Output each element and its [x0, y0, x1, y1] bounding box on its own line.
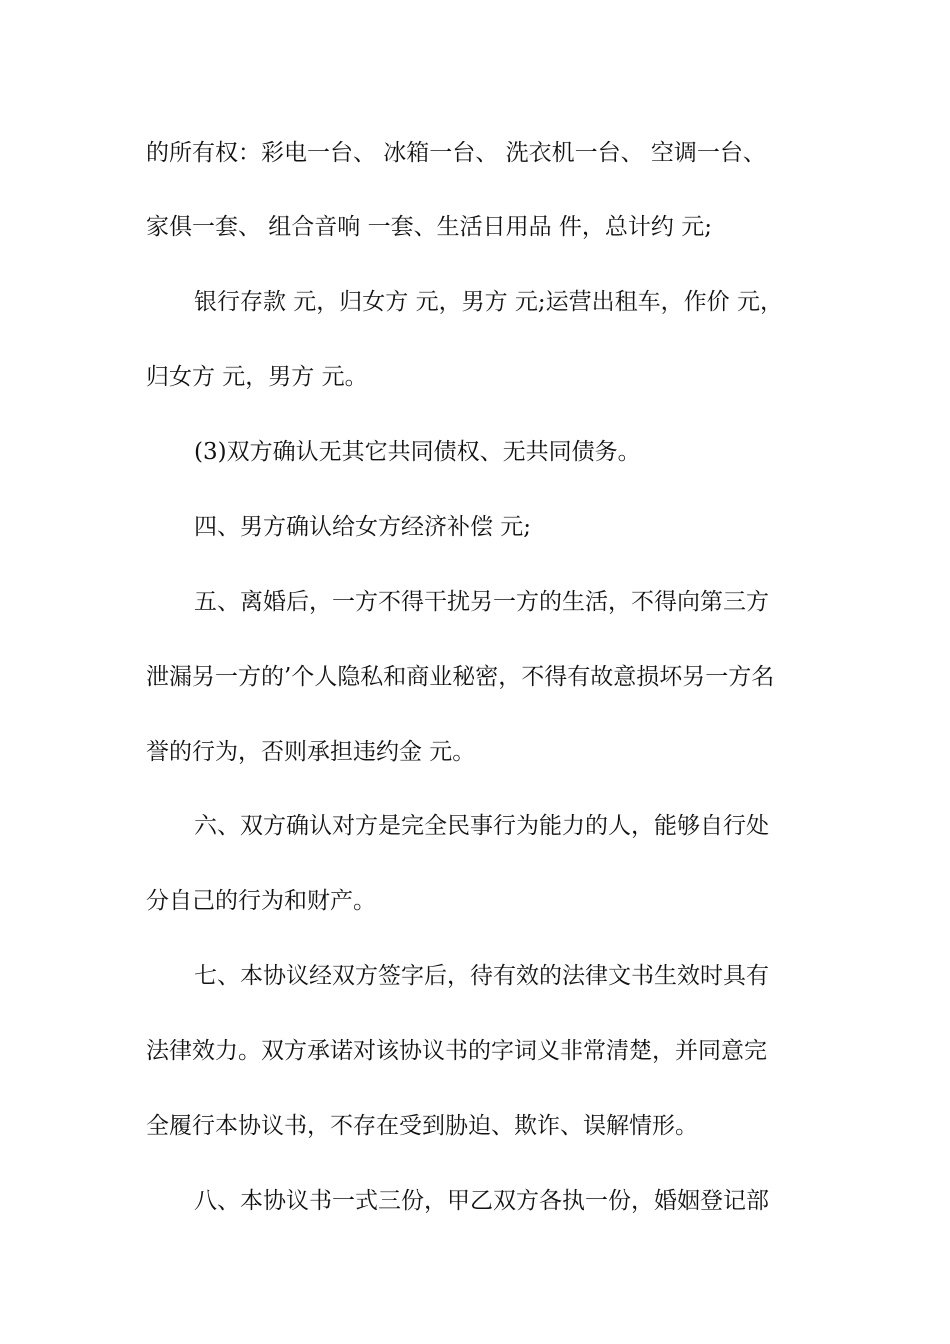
text-line: 全履行本协议书，不存在受到胁迫、欺诈、误解情形。	[146, 1113, 698, 1139]
text-line: 分自己的行为和财产。	[146, 888, 376, 914]
paragraph-line: (3)双方确认无其它共同债权、无共同债务。	[194, 439, 641, 465]
paragraph-line: 七、本协议经双方签字后，待有效的法律文书生效时具有	[194, 963, 769, 989]
paragraph-line: 四、男方确认给女方经济补偿 元;	[194, 514, 532, 540]
text-line: 誉的行为，否则承担违约金 元。	[146, 739, 476, 765]
text-line: 家俱一套、 组合音响 一套、生活日用品 件，总计约 元;	[146, 214, 712, 240]
paragraph-line: 银行存款 元，归女方 元，男方 元;运营出租车，作价 元，	[194, 289, 783, 315]
text-line: 泄漏另一方的’个人隐私和商业秘密，不得有故意损坏另一方名	[146, 664, 775, 690]
text-line: 法律效力。双方承诺对该协议书的字词义非常清楚，并同意完	[146, 1038, 767, 1064]
text-line: 归女方 元，男方 元。	[146, 364, 368, 390]
text-line: 的所有权：彩电一台、 冰箱一台、 洗衣机一台、 空调一台、	[146, 140, 766, 166]
paragraph-line: 六、双方确认对方是完全民事行为能力的人，能够自行处	[194, 813, 769, 839]
paragraph-line: 八、本协议书一式三份，甲乙双方各执一份，婚姻登记部	[194, 1188, 769, 1214]
paragraph-line: 五、离婚后，一方不得干扰另一方的生活，不得向第三方	[194, 589, 769, 615]
